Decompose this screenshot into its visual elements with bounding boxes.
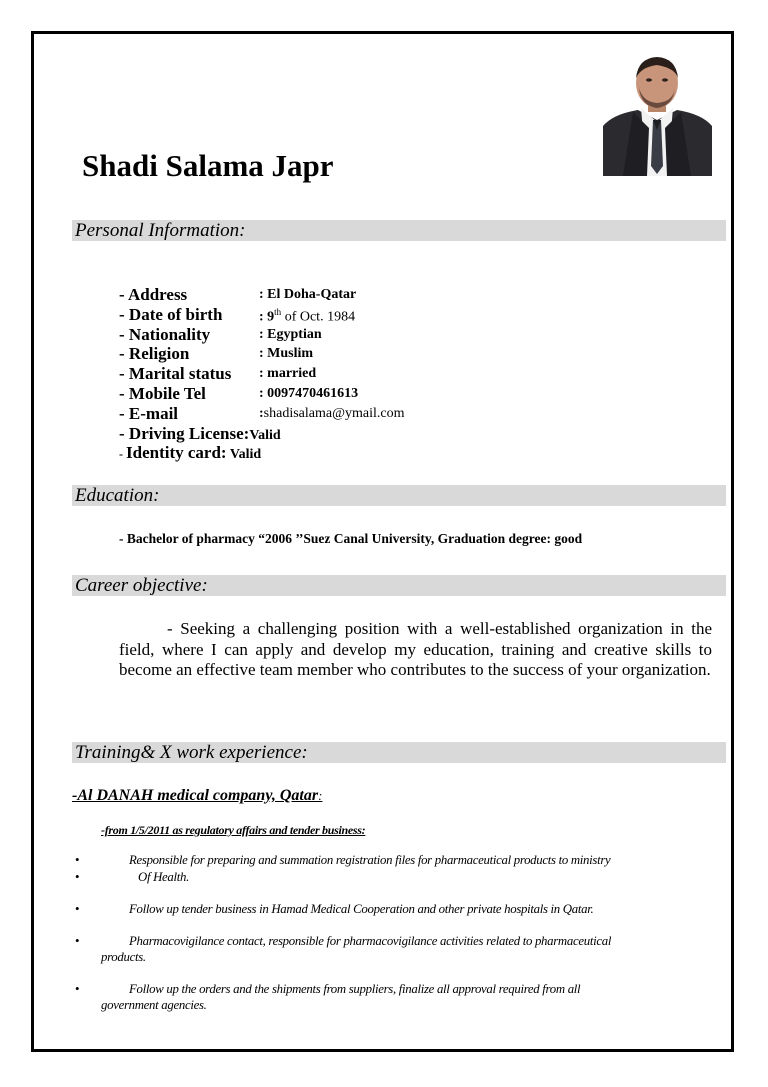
info-row-dob bbox=[119, 304, 356, 325]
identity-value: Valid bbox=[226, 447, 262, 463]
bullet-text-continued: products. bbox=[101, 950, 146, 964]
company-name bbox=[72, 787, 322, 805]
section-header-personal: Personal Information: bbox=[72, 220, 726, 241]
bullet-text: Responsible for preparing and summation registration files for pharmaceutical products to ministry bbox=[129, 853, 611, 867]
email-label: - E-mail bbox=[119, 403, 179, 423]
mobile-value: : 0097470461613 bbox=[259, 385, 359, 401]
candidate-name: Shadi Salama Japr bbox=[82, 148, 334, 183]
bullet-icon: • bbox=[75, 852, 80, 867]
nationality-value: : Egyptian bbox=[259, 326, 322, 342]
dob-value-suffix: of Oct. 1984 bbox=[281, 309, 356, 325]
religion-value: : Muslim bbox=[259, 346, 314, 362]
email-value: shadisalama@ymail.com bbox=[263, 405, 405, 421]
bullet-text: Follow up tender business in Hamad Medical Cooperation and other private hospitals in Qatar. bbox=[129, 902, 594, 916]
objective-body: - Seeking a challenging position with a well-established organization in the field, where I can apply and develop my education, training and creative skills to become an effective team member who contributes to the success of your organization. bbox=[119, 619, 712, 679]
info-row-email bbox=[119, 403, 405, 424]
nationality-label: - Nationality bbox=[119, 324, 211, 344]
info-row-mobile bbox=[119, 383, 359, 404]
dob-value-sup: th bbox=[274, 306, 282, 317]
info-row-nationality bbox=[119, 324, 322, 345]
email-colon: : bbox=[259, 405, 264, 421]
bullet-icon: • bbox=[75, 981, 80, 996]
section-header-education: Education: bbox=[72, 485, 726, 506]
info-row-identity bbox=[119, 443, 281, 463]
info-row-driving bbox=[119, 424, 281, 444]
identity-label-wrap bbox=[119, 443, 227, 463]
education-entry: - Bachelor of pharmacy “2006 ’’Suez Canal University, Graduation degree: good bbox=[119, 531, 583, 546]
career-objective-text bbox=[119, 619, 712, 681]
dob-value bbox=[259, 307, 355, 326]
profile-photo-image bbox=[603, 56, 712, 176]
email-value-wrap bbox=[259, 406, 404, 422]
bullet-text: Pharmacovigilance contact, responsible for pharmacovigilance activities related to pharmaceutical bbox=[129, 934, 612, 948]
company-title: -Al DANAH medical company, Qatar bbox=[72, 787, 319, 804]
marital-value: : married bbox=[259, 366, 317, 382]
bullet-icon: • bbox=[75, 933, 80, 948]
personal-info-list bbox=[119, 285, 405, 463]
identity-label: Identity card: bbox=[126, 443, 227, 463]
position-title: -from 1/5/2011 as regulatory affairs and tender business: bbox=[101, 823, 366, 837]
religion-label: - Religion bbox=[119, 344, 190, 364]
identity-dash: - bbox=[119, 447, 126, 462]
bullet-text-continued: government agencies. bbox=[101, 998, 207, 1012]
dob-label: - Date of birth bbox=[119, 304, 223, 324]
address-label: - Address bbox=[119, 285, 188, 304]
info-row-address bbox=[119, 285, 357, 305]
driving-label: - Driving License: bbox=[119, 423, 250, 443]
address-value: : El Doha-Qatar bbox=[259, 287, 357, 302]
dob-value-prefix: : 9 bbox=[259, 309, 275, 325]
profile-photo bbox=[603, 56, 712, 176]
driving-value: Valid bbox=[249, 427, 281, 443]
bullet-icon: • bbox=[75, 901, 80, 916]
section-header-career: Career objective: bbox=[72, 575, 726, 596]
section-header-training: Training& X work experience: bbox=[72, 742, 726, 763]
company-colon: : bbox=[318, 788, 323, 803]
bullet-text: Follow up the orders and the shipments from suppliers, finalize all approval required from all bbox=[129, 982, 581, 996]
info-row-marital bbox=[119, 364, 317, 384]
bullet-text: Of Health. bbox=[138, 870, 190, 884]
info-row-religion bbox=[119, 344, 314, 364]
bullet-icon: • bbox=[75, 869, 80, 884]
mobile-label: - Mobile Tel bbox=[119, 383, 206, 403]
marital-label: - Marital status bbox=[119, 364, 232, 384]
